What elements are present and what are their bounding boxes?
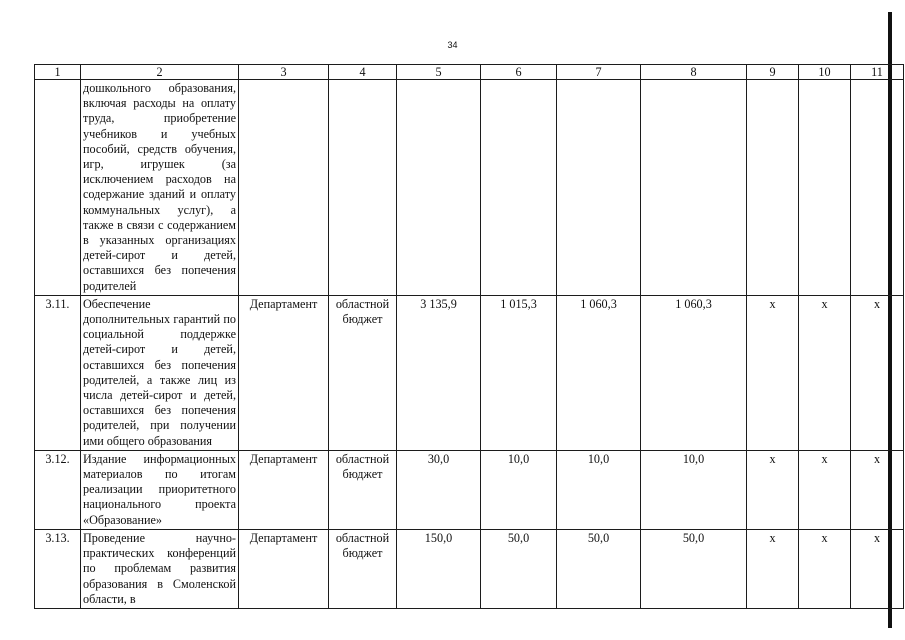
- executor: Департамент: [239, 529, 329, 608]
- amount-total: [397, 80, 481, 296]
- indicator-col-9: х: [747, 295, 799, 450]
- amount-total: 30,0: [397, 450, 481, 529]
- header-cell: 4: [329, 65, 397, 80]
- amount-year-1: 50,0: [481, 529, 557, 608]
- amount-year-3: 10,0: [641, 450, 747, 529]
- indicator-col-11: х: [851, 450, 904, 529]
- header-cell: 1: [35, 65, 81, 80]
- row-number: [35, 80, 81, 296]
- indicator-col-9: х: [747, 450, 799, 529]
- table-row: [35, 450, 904, 529]
- amount-year-2: 10,0: [557, 450, 641, 529]
- executor: Департамент: [239, 450, 329, 529]
- header-row: [35, 65, 904, 80]
- amount-year-1: [481, 80, 557, 296]
- header-cell: 6: [481, 65, 557, 80]
- header-cell: 9: [747, 65, 799, 80]
- row-number: 3.12.: [35, 450, 81, 529]
- table-row: [35, 295, 904, 450]
- amount-year-3: 50,0: [641, 529, 747, 608]
- indicator-col-9: х: [747, 529, 799, 608]
- header-cell: 8: [641, 65, 747, 80]
- amount-year-1: 10,0: [481, 450, 557, 529]
- amount-year-1: 1 015,3: [481, 295, 557, 450]
- activity-description: дошкольного образования, включая расходы на оплату труда, приобретение учебников и учебных пособий, средств обучения, игр, игрушек (за исключением расходов на содержание зданий и оплату коммунальных услуг), а также в связи с содержанием в указанных организациях детей-сирот и детей, оставшихся без попечения родителей: [81, 80, 239, 296]
- funding-source: областной бюджет: [329, 450, 397, 529]
- header-cell: 10: [799, 65, 851, 80]
- amount-total: 3 135,9: [397, 295, 481, 450]
- header-cell: 7: [557, 65, 641, 80]
- header-cell: 11: [851, 65, 904, 80]
- indicator-col-11: [851, 80, 904, 296]
- funding-source: областной бюджет: [329, 295, 397, 450]
- amount-year-3: 1 060,3: [641, 295, 747, 450]
- amount-year-2: 50,0: [557, 529, 641, 608]
- indicator-col-11: х: [851, 529, 904, 608]
- indicator-col-10: х: [799, 295, 851, 450]
- amount-year-3: [641, 80, 747, 296]
- header-cell: 2: [81, 65, 239, 80]
- row-number: 3.13.: [35, 529, 81, 608]
- header-cell: 3: [239, 65, 329, 80]
- row-number: 3.11.: [35, 295, 81, 450]
- amount-total: 150,0: [397, 529, 481, 608]
- budget-table: [34, 64, 904, 609]
- page-number: 34: [447, 40, 458, 50]
- funding-source: [329, 80, 397, 296]
- table-row: [35, 529, 904, 608]
- indicator-col-10: х: [799, 450, 851, 529]
- indicator-col-9: [747, 80, 799, 296]
- funding-source: областной бюджет: [329, 529, 397, 608]
- header-cell: 5: [397, 65, 481, 80]
- indicator-col-10: х: [799, 529, 851, 608]
- activity-description: Обеспечение дополнительных гарантий по социальной поддержке детей-сирот и детей, оставшихся без попечения родителей, а также лиц из числа детей-сирот и детей, оставшихся без попечения родителей, при получении ими общего образования: [81, 295, 239, 450]
- activity-description: Проведение научно-практических конференций по проблемам развития образования в Смоленской области, в: [81, 529, 239, 608]
- amount-year-2: [557, 80, 641, 296]
- executor: [239, 80, 329, 296]
- executor: Департамент: [239, 295, 329, 450]
- indicator-col-11: х: [851, 295, 904, 450]
- table-row: [35, 80, 904, 296]
- activity-description: Издание информационных материалов по итогам реализации приоритетного национального проекта «Образование»: [81, 450, 239, 529]
- indicator-col-10: [799, 80, 851, 296]
- amount-year-2: 1 060,3: [557, 295, 641, 450]
